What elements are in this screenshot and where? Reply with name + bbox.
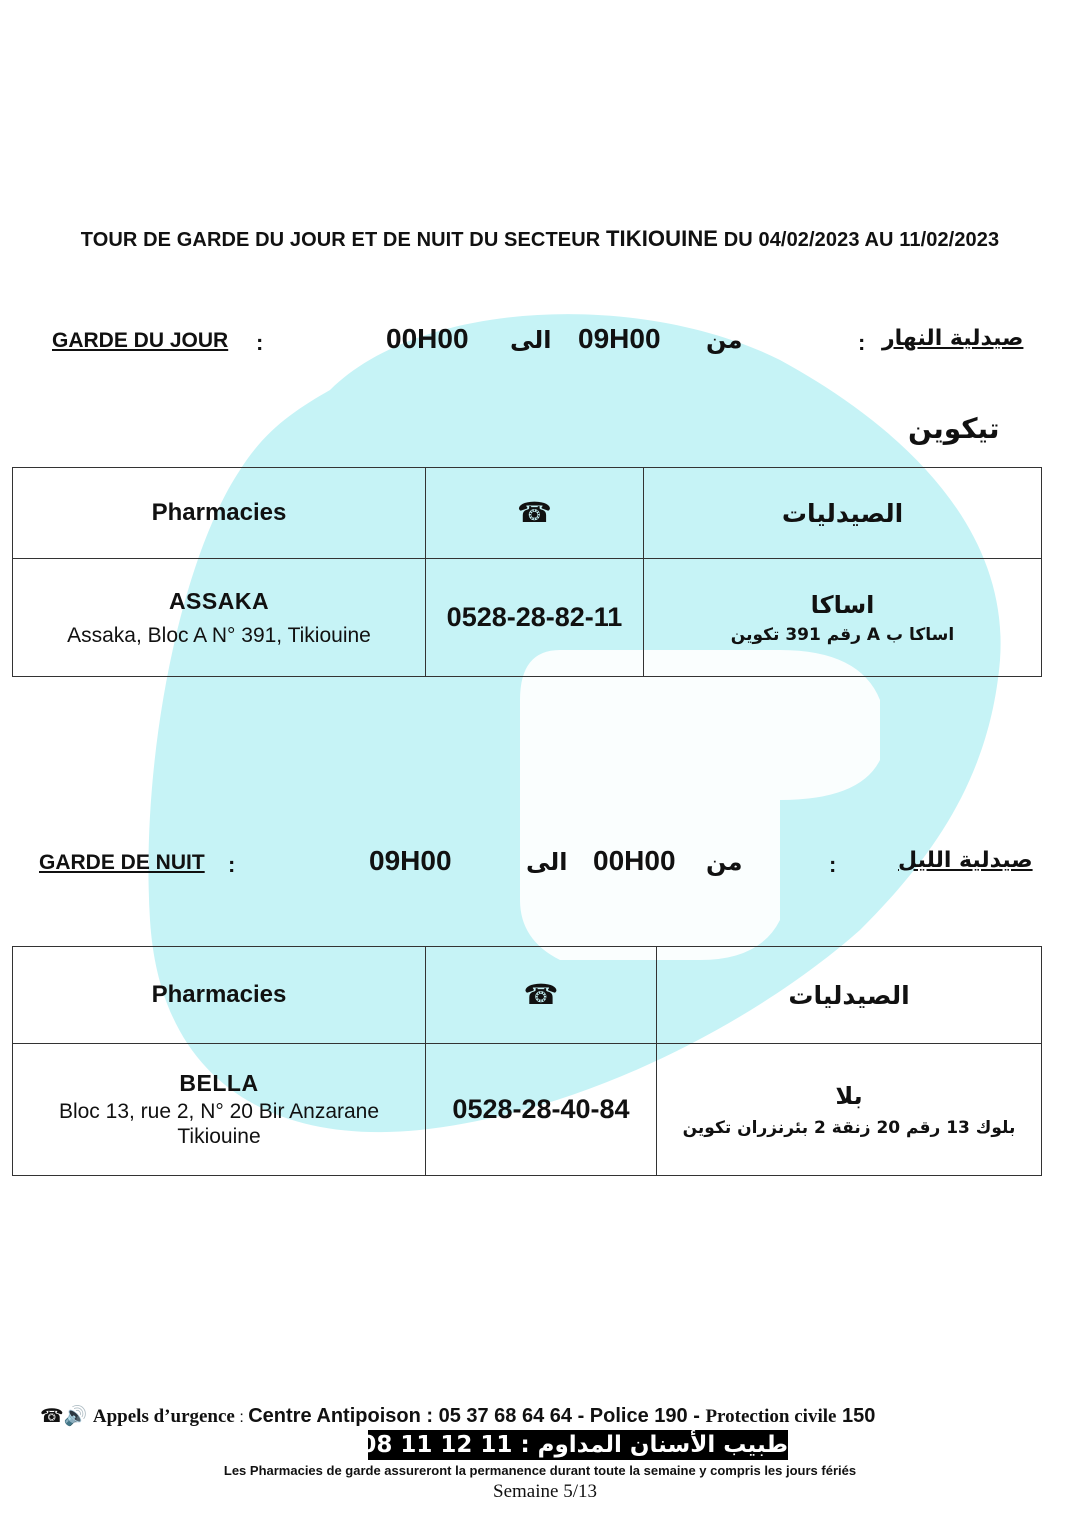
night-pharmacy-table [12,946,1042,1176]
night-colon-fr: : [228,852,236,877]
column-header-pharmacies-label: Pharmacies [151,499,287,526]
table-row [13,1044,1042,1176]
pharmacy-address-line2: Tikiouine [177,1125,261,1148]
day-pharmacy-table [12,467,1042,677]
pharmacy-name: BELLA [179,1070,259,1096]
day-colon-fr: : [256,330,264,355]
pharmacy-address-ar: اساكا ب A رقم 391 تكوين [730,624,955,645]
protection-civile-label: Protection civile [705,1406,837,1427]
permanence-note: Les Pharmacies de garde assureront la permanence durant toute la semaine y compris les jours fériés [223,1463,857,1478]
emergency-phone-icon: ☎🔊 [40,1406,88,1427]
pharmacy-name-ar: بلا [835,1081,863,1110]
emergency-label: Appels d’urgence [92,1406,235,1427]
night-hour-to: 09H00 [369,845,452,876]
table-header-row [13,468,1042,559]
sector-name-ar: تيكوين [908,412,1000,445]
dentist-on-duty-banner: طبيب الأسنان المداوم : 11 12 11 08 06 [320,1432,788,1458]
pharmacy-phone-cell [426,1044,657,1176]
pharmacy-info-fr [13,559,426,677]
pharmacy-info-fr [13,1044,426,1176]
night-colon-ar: : [829,852,837,877]
day-label-ar: صيدلية النهار [882,326,1024,351]
title-prefix: TOUR DE GARDE DU JOUR ET DE NUIT DU SECTEUR [80,229,606,251]
table-row [13,559,1042,677]
pharmacy-name: ASSAKA [168,587,270,614]
column-header-pharmacies [13,947,426,1044]
day-label-fr: GARDE DU JOUR [52,329,229,352]
day-colon-ar: : [858,330,866,355]
pharmacy-info-ar [644,559,1042,677]
column-header-pharmacies-ar [644,468,1042,559]
night-hour-from: 00H00 [593,845,676,876]
pharmacy-name-ar: اساكا [810,590,875,619]
emergency-separator: : [234,1409,249,1426]
pharmacy-address-ar: بلوك 13 رقم 20 زنقة 2 بئرنزران تكوين [682,1117,1016,1138]
column-header-pharmacies [13,468,426,559]
pharmacy-address-line1: Bloc 13, rue 2, N° 20 Bir Anzarane [58,1100,380,1123]
night-word-to: الى [526,848,568,876]
column-header-phone [426,947,657,1044]
day-word-from: من [706,326,743,354]
phone-icon: ☎ [517,497,552,528]
pharmacy-phone: 0528-28-40-84 [452,1094,630,1124]
column-header-pharmacies-ar-label: الصيدليات [788,980,910,1010]
title-suffix: DU 04/02/2023 AU 11/02/2023 [718,229,1000,251]
day-word-to: الى [510,326,552,354]
pharmacy-phone: 0528-28-82-11 [446,602,623,632]
antipoison-text: Centre Antipoison : 05 37 68 64 64 - Police 190 - [248,1405,706,1427]
pharmacy-phone-cell [426,559,644,677]
page-title [0,226,1080,252]
week-number: Semaine 5/13 [493,1481,597,1502]
table-header-row [13,947,1042,1044]
column-header-pharmacies-label: Pharmacies [151,981,287,1008]
night-label-ar: صيدلية الليل [898,848,1033,873]
title-sector: TIKIOUINE [605,226,719,251]
pharmacy-address: Assaka, Bloc A N° 391, Tikiouine [67,623,371,647]
column-header-pharmacies-ar-label: الصيدليات [781,498,904,528]
day-hour-from: 09H00 [578,323,661,354]
phone-icon: ☎ [523,979,559,1010]
night-label-fr: GARDE DE NUIT [39,851,205,874]
emergency-calls-line [40,1404,1050,1428]
day-hour-to: 00H00 [386,323,469,354]
column-header-pharmacies-ar [657,947,1042,1044]
pharmacy-info-ar [657,1044,1042,1176]
night-word-from: من [706,848,743,876]
protection-civile-number: 150 [842,1405,876,1427]
column-header-phone [426,468,644,559]
